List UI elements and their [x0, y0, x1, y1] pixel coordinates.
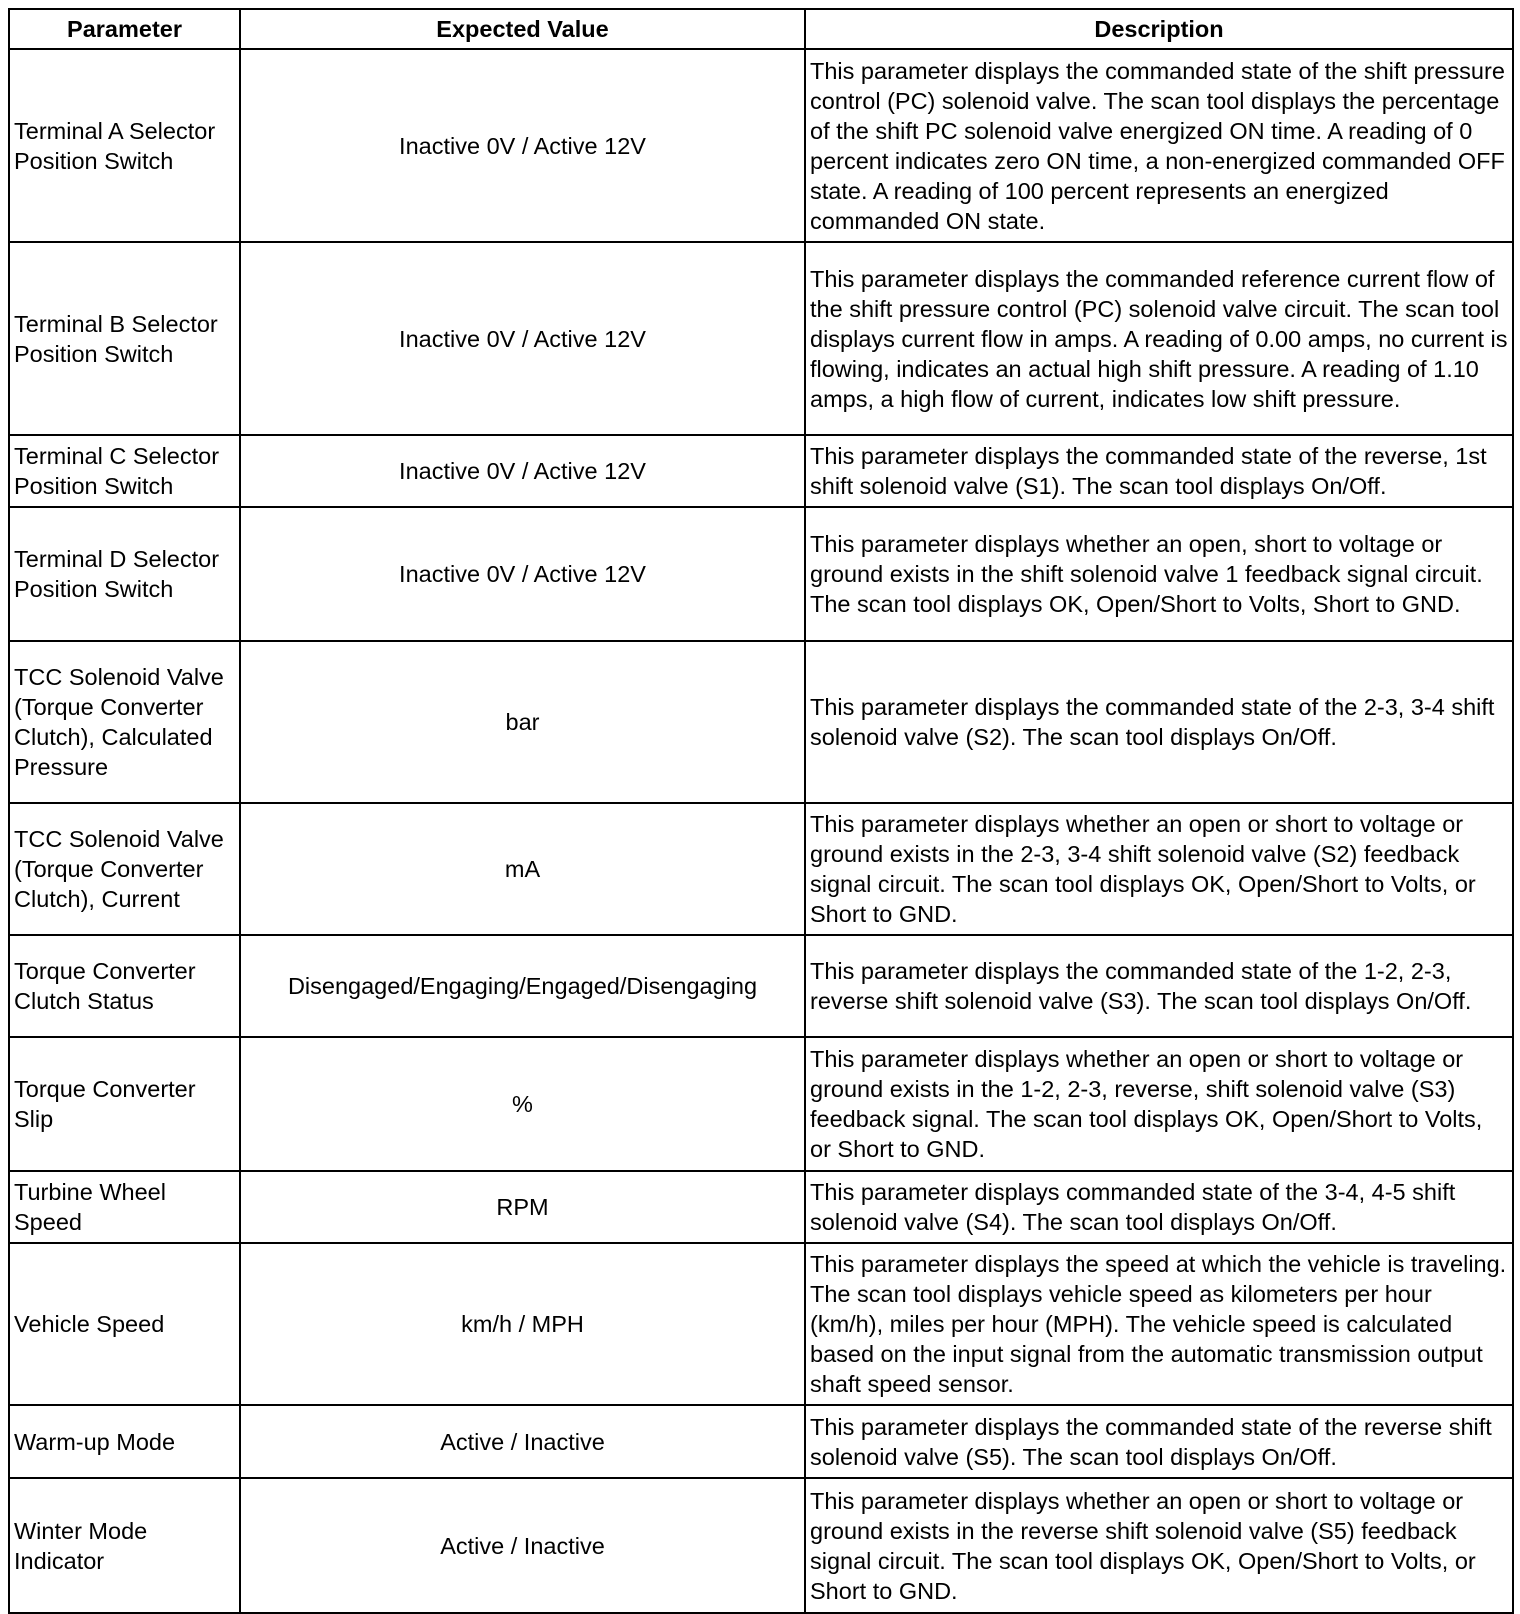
parameter-cell: Terminal B Selector Position Switch — [9, 242, 240, 435]
parameter-table — [8, 8, 1514, 1614]
description-cell: This parameter displays the commanded reference current flow of the shift pressure control (PC) solenoid valve circuit. The scan tool displays current flow in amps. A reading of 0.00 amps, no current is flowing, indicates an actual high shift pressure. A reading of 1.10 amps, a high flow of current, indicates low shift pressure. — [805, 242, 1513, 435]
header-description: Description — [805, 9, 1513, 49]
table-row — [9, 1405, 1513, 1478]
description-cell: This parameter displays the commanded state of the reverse shift solenoid valve (S5). The scan tool displays On/Off. — [805, 1405, 1513, 1478]
description-cell: This parameter displays whether an open, short to voltage or ground exists in the shift solenoid valve 1 feedback signal circuit. The scan tool displays OK, Open/Short to Volts, Short to GND. — [805, 507, 1513, 641]
expected-value-cell: Inactive 0V / Active 12V — [240, 242, 805, 435]
parameter-cell: Winter Mode Indicator — [9, 1478, 240, 1613]
expected-value-cell: % — [240, 1037, 805, 1171]
parameter-cell: Terminal A Selector Position Switch — [9, 49, 240, 242]
parameter-cell: Terminal D Selector Position Switch — [9, 507, 240, 641]
expected-value-cell: RPM — [240, 1171, 805, 1243]
table-row — [9, 507, 1513, 641]
header-parameter: Parameter — [9, 9, 240, 49]
table-row — [9, 641, 1513, 803]
description-cell: This parameter displays the commanded state of the shift pressure control (PC) solenoid valve. The scan tool displays the percentage of the shift PC solenoid valve energized ON time. A reading of 0 percent indicates zero ON time, a non-energized commanded OFF state. A reading of 100 percent represents an energized commanded ON state. — [805, 49, 1513, 242]
header-row — [9, 9, 1513, 49]
table-row — [9, 1171, 1513, 1243]
table-row — [9, 435, 1513, 507]
expected-value-cell: Inactive 0V / Active 12V — [240, 435, 805, 507]
parameter-cell: Turbine Wheel Speed — [9, 1171, 240, 1243]
parameter-cell: Warm-up Mode — [9, 1405, 240, 1478]
header-expected-value: Expected Value — [240, 9, 805, 49]
description-cell: This parameter displays whether an open or short to voltage or ground exists in the 1-2, 2-3, reverse, shift solenoid valve (S3) feedback signal. The scan tool displays OK, Open/Short to Volts, or Short to GND. — [805, 1037, 1513, 1171]
table-row — [9, 1243, 1513, 1405]
table-row — [9, 935, 1513, 1037]
parameter-cell: TCC Solenoid Valve (Torque Converter Clutch), Calculated Pressure — [9, 641, 240, 803]
table-row — [9, 803, 1513, 935]
description-cell: This parameter displays the commanded state of the reverse, 1st shift solenoid valve (S1). The scan tool displays On/Off. — [805, 435, 1513, 507]
description-cell: This parameter displays the commanded state of the 2-3, 3-4 shift solenoid valve (S2). The scan tool displays On/Off. — [805, 641, 1513, 803]
expected-value-cell: Active / Inactive — [240, 1405, 805, 1478]
parameter-cell: Terminal C Selector Position Switch — [9, 435, 240, 507]
parameter-cell: TCC Solenoid Valve (Torque Converter Clutch), Current — [9, 803, 240, 935]
description-cell: This parameter displays commanded state of the 3-4, 4-5 shift solenoid valve (S4). The scan tool displays On/Off. — [805, 1171, 1513, 1243]
expected-value-cell: bar — [240, 641, 805, 803]
parameter-cell: Torque Converter Slip — [9, 1037, 240, 1171]
expected-value-cell: Inactive 0V / Active 12V — [240, 49, 805, 242]
expected-value-cell: Disengaged/Engaging/Engaged/Disengaging — [240, 935, 805, 1037]
parameter-cell: Vehicle Speed — [9, 1243, 240, 1405]
description-cell: This parameter displays the speed at which the vehicle is traveling. The scan tool displays vehicle speed as kilometers per hour (km/h), miles per hour (MPH). The vehicle speed is calculated based on the input signal from the automatic transmission output shaft speed sensor. — [805, 1243, 1513, 1405]
expected-value-cell: Active / Inactive — [240, 1478, 805, 1613]
description-cell: This parameter displays the commanded state of the 1-2, 2-3, reverse shift solenoid valve (S3). The scan tool displays On/Off. — [805, 935, 1513, 1037]
expected-value-cell: km/h / MPH — [240, 1243, 805, 1405]
parameter-cell: Torque Converter Clutch Status — [9, 935, 240, 1037]
expected-value-cell: Inactive 0V / Active 12V — [240, 507, 805, 641]
table-row — [9, 242, 1513, 435]
table-row — [9, 49, 1513, 242]
description-cell: This parameter displays whether an open or short to voltage or ground exists in the 2-3, 3-4 shift solenoid valve (S2) feedback signal circuit. The scan tool displays OK, Open/Short to Volts, or Short to GND. — [805, 803, 1513, 935]
description-cell: This parameter displays whether an open or short to voltage or ground exists in the reverse shift solenoid valve (S5) feedback signal circuit. The scan tool displays OK, Open/Short to Volts, or Short to GND. — [805, 1478, 1513, 1613]
table-row — [9, 1478, 1513, 1613]
table-row — [9, 1037, 1513, 1171]
expected-value-cell: mA — [240, 803, 805, 935]
